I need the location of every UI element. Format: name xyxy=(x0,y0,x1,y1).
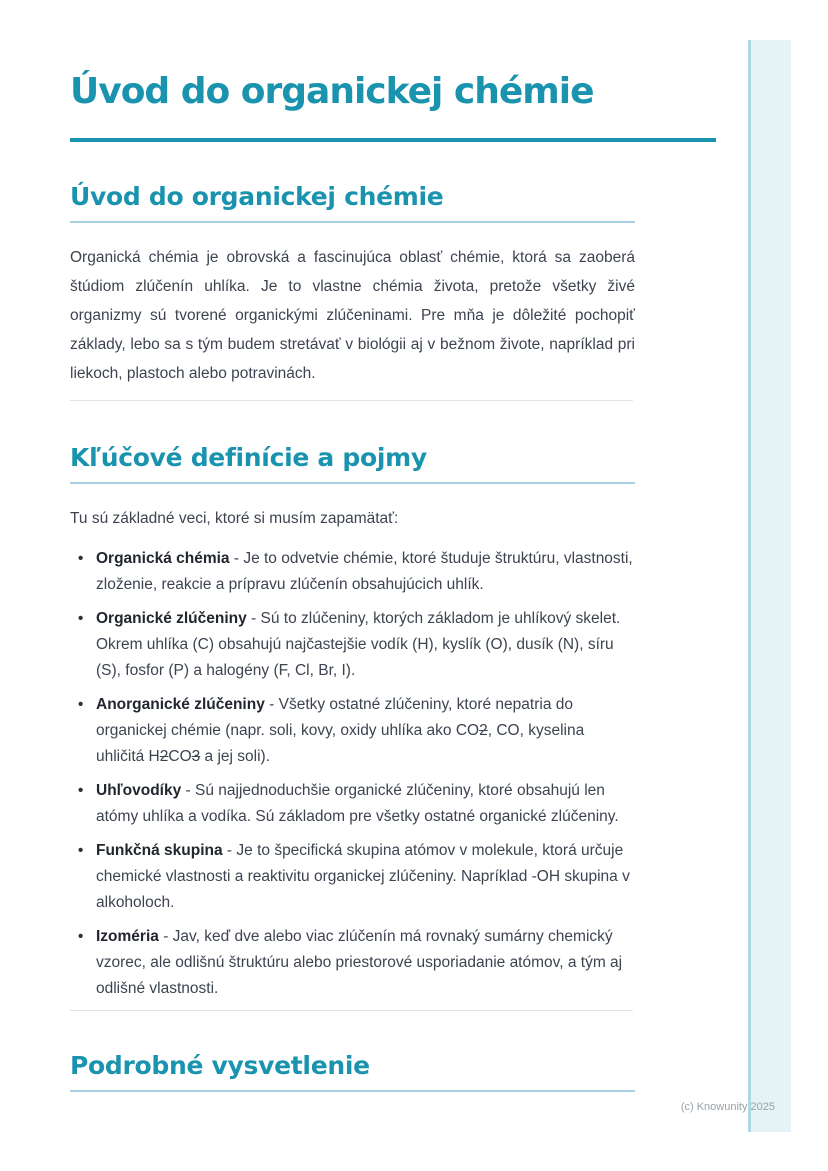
definition-item: • Funkčná skupina - Je to špecifická skupina atómov v molekule, ktorá určuje chemické vlastnosti a reaktivitu organickej zlúčeniny. Napríklad -OH skupina v alkoholoch. xyxy=(70,838,635,916)
definition-item: • Organické zlúčeniny - Sú to zlúčeniny, ktorých základom je uhlíkový skelet. Okrem uhlíka (C) obsahujú najčastejšie vodík (H), kyslík (O), dusík (N), síru (S), fosfor (P) a halogény (F, Cl, Br, I). xyxy=(70,606,635,684)
definition-item: • Organická chémia - Je to odvetvie chémie, ktoré študuje štruktúru, vlastnosti, zloženie, reakcie a prípravu zlúčenín obsahujúcich uhlík. xyxy=(70,546,635,598)
definition-term: Organická chémia xyxy=(96,550,230,567)
heading-underline xyxy=(70,221,635,223)
definitions-intro-text: Tu sú základné veci, ktoré si musím zapamätať: xyxy=(70,510,399,527)
definition-item: • Uhľovodíky - Sú najjednoduchšie organické zlúčeniny, ktoré obsahujú len atómy uhlíka a vodíka. Sú základom pre všetky ostatné organické zlúčeniny. xyxy=(70,778,635,830)
definition-item: • Izoméria - Jav, keď dve alebo viac zlúčenín má rovnaký sumárny chemický vzorec, ale odlišnú štruktúru alebo priestorové usporiadanie atómov, a tým aj odlišné vlastnosti. xyxy=(70,924,635,1002)
definition-item: • Anorganické zlúčeniny - Všetky ostatné zlúčeniny, ktoré nepatria do organickej chémie (napr. soli, kovy, oxidy uhlíka ako CO2, CO, kyselina uhličitá H2CO3 a jej soli). xyxy=(70,692,635,770)
section-divider xyxy=(70,400,633,401)
heading-underline xyxy=(70,1090,635,1092)
definitions-list xyxy=(70,546,635,1002)
definition-term: Funkčná skupina xyxy=(96,842,223,859)
struck-digit: 2 xyxy=(479,722,488,739)
heading-underline xyxy=(70,482,635,484)
section-heading-definitions: Kľúčové definície a pojmy xyxy=(70,443,427,472)
page-title: Úvod do organickej chémie xyxy=(70,71,594,112)
struck-digit: 3 xyxy=(191,748,201,765)
section-heading-intro: Úvod do organickej chémie xyxy=(70,182,444,211)
section-heading-details: Podrobné vysvetlenie xyxy=(70,1051,370,1080)
struck-digit: 2 xyxy=(159,748,169,765)
definition-term: Uhľovodíky xyxy=(96,782,182,799)
definition-term: Anorganické zlúčeniny xyxy=(96,696,265,713)
section-divider xyxy=(70,1010,633,1011)
definition-term: Organické zlúčeniny xyxy=(96,610,247,627)
document-page xyxy=(70,0,716,1092)
definition-term: Izoméria xyxy=(96,928,159,945)
intro-paragraph: Organická chémia je obrovská a fascinujúca oblasť chémie, ktorá sa zaoberá štúdiom zlúčenín uhlíka. Je to vlastne chémia života, pretože všetky živé organizmy sú tvorené organickými zlúčeninami. Pre mňa je dôležité pochopiť základy, lebo sa s tým budem stretávať v biológii aj v bežnom živote, napríklad pri liekoch, plastoch alebo potravinách. xyxy=(70,249,635,382)
copyright-footer: (c) Knowunity 2025 xyxy=(680,1101,775,1113)
decorative-side-bar xyxy=(748,40,791,1132)
title-divider-rule xyxy=(70,138,716,142)
